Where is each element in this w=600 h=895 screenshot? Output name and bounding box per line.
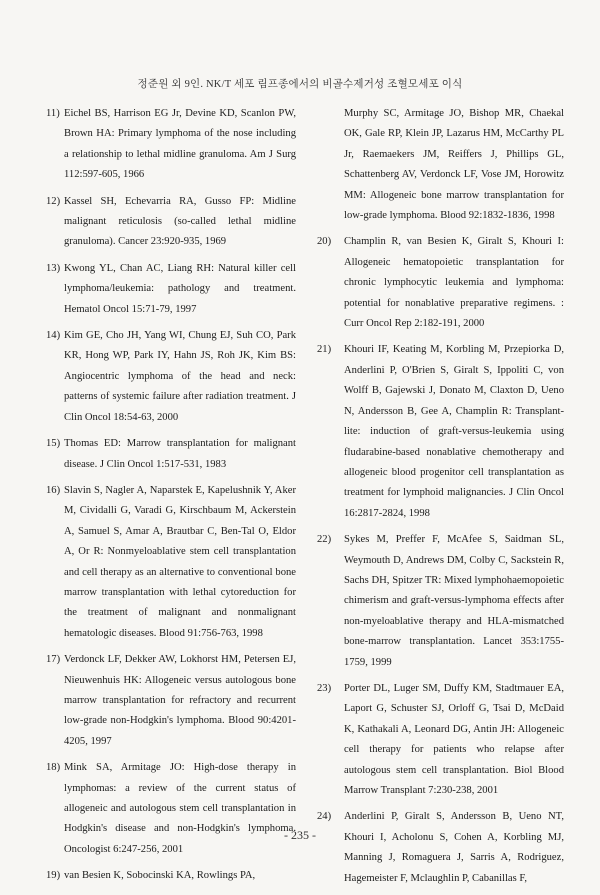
reference-text: Mink SA, Armitage JO: High-dose therapy in lymphomas: a review of the current status of allogeneic and autologous stem cell transplantation in Hodgkin's disease and non-Hodgkin's lymphoma. Oncologist 6:247-256, 2001 (64, 762, 296, 855)
reference-text: Champlin R, van Besien K, Giralt S, Khouri I: Allogeneic hematopoietic transplantation for chronic lymphocytic leukemia and lymphoma: potential for nonablative preparative regimens. : Curr Oncol Rep 2:182-191, 2000 (344, 236, 564, 330)
reference-item (46, 104, 296, 186)
reference-text: Kwong YL, Chan AC, Liang RH: Natural killer cell lymphoma/leukemia: pathology and treatment. Hematol Oncol 15:71-79, 1997 (64, 262, 296, 315)
reference-column-right (317, 104, 564, 895)
reference-text: Verdonck LF, Dekker AW, Lokhorst HM, Petersen EJ, Nieuwenhuis HK: Allogeneic versus autologous bone marrow transplantation for refractory and recurrent low-grade non-Hodgkin's lymphoma. Blood 90:4201-4205, 1997 (64, 654, 296, 747)
reference-number: 15) (46, 438, 61, 450)
reference-number: 22) (317, 534, 332, 546)
reference-number: 18) (46, 762, 61, 774)
reference-text: van Besien K, Sobocinski KA, Rowlings PA, (64, 870, 256, 882)
reference-item (46, 650, 296, 752)
reference-text: Thomas ED: Marrow transplantation for malignant disease. J Clin Oncol 1:517-531, 1983 (64, 438, 296, 470)
reference-number: 19) (46, 870, 61, 882)
reference-number: 13) (46, 262, 61, 274)
reference-item (317, 232, 564, 334)
reference-text: Porter DL, Luger SM, Duffy KM, Stadtmauer EA, Laport G, Schuster SJ, Orloff G, Tsai D, McDaid K, Kathakali A, Leonard DG, Antin JH: Allogeneic cell therapy for patients who relapse after autologous stem cell transplantation. Biol Blood Marrow Transplant 7:230-238, 2001 (344, 682, 564, 796)
reference-column-left (46, 104, 296, 893)
reference-number: 14) (46, 330, 61, 342)
reference-item (46, 758, 296, 860)
reference-text: Anderlini P, Giralt S, Andersson B, Ueno NT, Khouri I, Acholonu S, Cohen A, Korbling MJ, Manning J, Romaguera J, Sarris A, Rodriguez, Hagemeister F, Mclaughlin P, Cabanillas F, (344, 811, 564, 884)
reference-item (46, 866, 296, 886)
reference-text: Eichel BS, Harrison EG Jr, Devine KD, Scanlon PW, Brown HA: Primary lymphoma of the nose including a relationship to lethal midline granuloma. Am J Surg 112:597-605, 1966 (64, 108, 296, 181)
page-number: - 235 - (284, 828, 316, 842)
reference-item (46, 192, 296, 253)
reference-item (317, 807, 564, 889)
reference-number: 11) (46, 108, 60, 119)
reference-item (46, 434, 296, 475)
reference-item (317, 679, 564, 801)
reference-item (317, 340, 564, 524)
reference-text: Slavin S, Nagler A, Naparstek E, Kapelushnik Y, Aker M, Cividalli G, Varadi G, Kirschbaum M, Ackerstein A, Samuel S, Amar A, Brautbar C, Ben-Tal O, Eldor A, Or R: Nonmyeloablative stem cell transplantation and cell therapy as an alternative to conventional bone marrow transplantation with lethal cytoreduction for the treatment of malignant and nonmalignant hematologic diseases. Blood 91:756-763, 1998 (64, 484, 296, 639)
running-header: 정준원 외 9인. NK/T 세포 림프종에서의 비골수제거성 조혈모세포 이식 (137, 79, 463, 90)
reference-text: Kim GE, Cho JH, Yang WI, Chung EJ, Suh CO, Park KR, Hong WP, Park IY, Hahn JS, Roh JK, Kim BS: Angiocentric lymphoma of the head and neck: patterns of systemic failure after radiation treatment. J Clin Oncol 18:54-63, 2000 (64, 330, 296, 423)
reference-number: 12) (46, 195, 61, 207)
reference-item (46, 326, 296, 428)
reference-number: 24) (317, 811, 332, 823)
reference-number: 21) (317, 344, 332, 356)
reference-item (46, 259, 296, 320)
reference-text: Khouri IF, Keating M, Korbling M, Przepiorka D, Anderlini P, O'Brien S, Giralt S, Ippoliti C, von Wolff B, Gajewski J, Donato M, Claxton D, Ueno N, Andersson B, Gee A, Champlin R: Transplant-lite: induction of graft-versus-leukemia using fludarabine-based nonablative chemotherapy and allogeneic blood progenitor cell transplantation as treatment for lymphoid malignancies. J Clin Oncol 16:2817-2824, 1998 (344, 344, 564, 519)
reference-continuation: Murphy SC, Armitage JO, Bishop MR, Chaekal OK, Gale RP, Klein JP, Lazarus HM, McCarthy PL Jr, Raemaekers JM, Reiffers J, Phillips GL, Schattenberg AV, Verdonck LF, Vose JM, Horowitz MM: Allogeneic bone marrow transplantation for low-grade lymphoma. Blood 92:1832-1836, 1998 (344, 108, 564, 222)
reference-number: 20) (317, 236, 332, 248)
reference-number: 16) (46, 484, 61, 496)
reference-text: Kassel SH, Echevarria RA, Gusso FP: Midline malignant reticulosis (so-called lethal midline granuloma). Cancer 23:920-935, 1969 (64, 195, 296, 248)
reference-number: 23) (317, 682, 332, 694)
reference-text: Sykes M, Preffer F, McAfee S, Saidman SL, Weymouth D, Andrews DM, Colby C, Sackstein R, Sachs DH, Spitzer TR: Mixed lymphohaemopoietic chimerism and graft-versus-lymphoma effects after non-myeloablative therapy and HLA-mismatched bone-marrow transplantation. Lancet 353:1755-1759, 1999 (344, 534, 564, 668)
reference-item (46, 481, 296, 644)
reference-item (317, 530, 564, 673)
reference-number: 17) (46, 654, 61, 666)
